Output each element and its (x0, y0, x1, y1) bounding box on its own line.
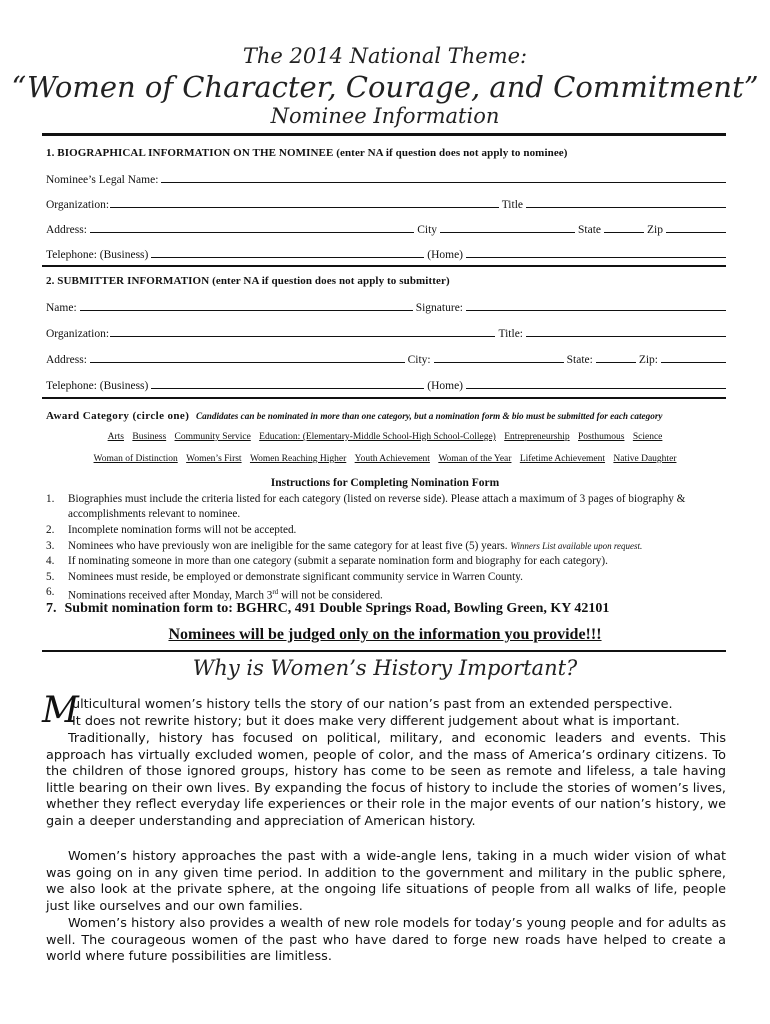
nominee-organization-label: Organization: (46, 199, 110, 211)
category-posthumous[interactable]: Posthumous (578, 432, 625, 442)
divider (42, 133, 726, 136)
essay-paragraph: Women’s history approaches the past with a wide-angle lens, taking in a much wider vision of what was going on in any given time period. In addition to the government and military in the public sphere, we also look at the private sphere, at the ongoing life situations of people from all walks of life, people just like ourselves and our own families. (46, 849, 726, 914)
nominee-zip-field[interactable] (666, 222, 726, 233)
submitter-organization-field[interactable] (110, 326, 495, 337)
nominee-organization-row (46, 197, 726, 211)
essay-line: It does not rewrite history; but it does make very different judgement about what is important. (72, 714, 680, 729)
essay-line: ulticultural women’s history tells the story of our nation’s past from an extended perspective. (72, 697, 673, 712)
section1-title: 1. BIOGRAPHICAL INFORMATION ON THE NOMINEE (enter NA if question does not apply to nominee) (46, 147, 568, 159)
submitter-organization-label: Organization: (46, 328, 110, 340)
category-business[interactable]: Business (132, 432, 167, 442)
nominee-zip-label: Zip (647, 224, 663, 236)
essay-paragraph: Traditionally, history has focused on political, military, and economic leaders and events. This approach has virtually excluded women, people of color, and the mass of America’s ordinary citizens. To the children of those ignored groups, history has come to be seen as remote and lifeless, a tale having little bearing on their own lives. By expanding the focus of history to include the stories of women’s lives, whether they reflect everyday life experiences or their role in the major events of our nation’s history, we gain a deeper understanding and appreciation of American history. (46, 731, 726, 829)
instruction-text: Nominees who have previously won are ineligible for the same category for at least five (5) years. (68, 540, 508, 552)
submitter-name-field[interactable] (80, 300, 413, 311)
divider (42, 265, 726, 267)
submitter-name-label: Name: (46, 302, 77, 314)
judged-notice: Nominees will be judged only on the information you provide!!! (168, 626, 602, 643)
section2-title: 2. SUBMITTER INFORMATION (enter NA if question does not apply to submitter) (46, 275, 450, 287)
category-native-daughter[interactable]: Native Daughter (613, 454, 677, 464)
submitter-address-field[interactable] (90, 352, 405, 363)
category-entrepreneurship[interactable]: Entrepreneurship (504, 432, 570, 442)
nominee-organization-field[interactable] (110, 197, 499, 208)
submitter-name-row (46, 300, 726, 314)
nominee-address-row (46, 222, 726, 236)
nominee-state-field[interactable] (604, 222, 644, 233)
instruction-text-end: will not be considered. (278, 589, 383, 602)
nominee-home-phone-field[interactable] (466, 247, 726, 258)
nominee-state-label: State (578, 224, 602, 236)
instruction-item (46, 492, 726, 522)
instruction-text: Nominees must reside, be employed or demonstrate significant community service in Warren County. (68, 571, 523, 583)
instruction-number: 3. (46, 540, 55, 552)
nominee-business-phone-label: Telephone: (Business) (46, 249, 149, 261)
submitter-title-field[interactable] (526, 326, 726, 337)
instruction-number: 2. (46, 524, 55, 536)
submitter-state-label: State: (566, 354, 593, 366)
essay-paragraph: Women’s history also provides a wealth of new role models for today’s young people and for adults as well. The courageous women of the past who have dared to forge new roads have helped to create a world where future possibilities are limitless. (46, 916, 726, 965)
category-arts[interactable]: Arts (107, 432, 124, 442)
date-ordinal: rd (272, 588, 279, 596)
nominee-city-label: City (417, 224, 438, 236)
instruction-text-wrap (68, 539, 728, 554)
nominee-telephone-row (46, 247, 726, 261)
nominee-home-phone-label: (Home) (427, 249, 463, 261)
submitter-city-field[interactable] (434, 352, 564, 363)
submitter-telephone-row (46, 378, 726, 392)
submitter-business-phone-field[interactable] (151, 378, 424, 389)
instruction-number: 4. (46, 555, 55, 567)
submitter-address-label: Address: (46, 354, 87, 366)
instruction-number: 5. (46, 571, 55, 583)
instruction-text: If nominating someone in more than one category (submit a separate nomination form and biography for each category). (68, 555, 608, 567)
category-womens-first[interactable]: Women’s First (186, 454, 242, 464)
award-categories-row-1 (0, 432, 770, 442)
submitter-organization-row (46, 326, 726, 340)
award-category-label: Award Category (circle one) (46, 410, 190, 422)
submitter-state-field[interactable] (596, 352, 636, 363)
submitter-signature-field[interactable] (466, 300, 726, 311)
category-women-reaching-higher[interactable]: Women Reaching Higher (249, 454, 347, 464)
award-category-row (46, 410, 736, 422)
category-woman-of-distinction[interactable]: Woman of Distinction (93, 454, 178, 464)
nominee-business-phone-field[interactable] (151, 247, 424, 258)
submitter-zip-field[interactable] (661, 352, 726, 363)
submitter-signature-label: Signature: (415, 302, 463, 314)
nominee-address-field[interactable] (90, 222, 414, 233)
nominee-name-row (46, 172, 726, 186)
submit-address-instruction (46, 601, 609, 617)
instruction-text: Biographies must include the criteria listed for each category (listed on reverse side). Please attach a maximum of 3 pages of biography & accomplishments relevant to nominee. (68, 493, 686, 520)
category-community-service[interactable]: Community Service (174, 432, 251, 442)
instruction-text: Nominations received after Monday, March 3 (68, 589, 273, 602)
category-lifetime-achievement[interactable]: Lifetime Achievement (519, 454, 606, 464)
drop-cap: M (42, 690, 79, 731)
category-woman-of-the-year[interactable]: Woman of the Year (438, 454, 512, 464)
submitter-home-phone-label: (Home) (427, 380, 463, 392)
award-category-note: Candidates can be nominated in more than one category, but a nomination form & bio must be submitted for each category (196, 411, 663, 421)
divider (42, 650, 726, 652)
submitter-title-label: Title: (498, 328, 523, 340)
instruction-number: 6. (46, 586, 55, 598)
nominee-information-heading: Nominee Information (270, 104, 500, 128)
nominee-address-label: Address: (46, 224, 87, 236)
category-youth-achievement[interactable]: Youth Achievement (354, 454, 430, 464)
nominee-title-label: Title (501, 199, 523, 211)
nominee-name-label: Nominee’s Legal Name: (46, 174, 159, 186)
theme-title: “Women of Character, Courage, and Commitment” (11, 70, 759, 104)
theme-year-heading: The 2014 National Theme: (242, 44, 528, 68)
submitter-city-label: City: (407, 354, 431, 366)
nominee-name-field[interactable] (161, 172, 726, 183)
nominee-title-field[interactable] (526, 197, 726, 208)
submit-address-text: Submit nomination form to: BGHRC, 491 Double Springs Road, Bowling Green, KY 42101 (64, 601, 610, 616)
instruction-text: Incomplete nomination forms will not be accepted. (68, 524, 297, 536)
submitter-home-phone-field[interactable] (466, 378, 726, 389)
category-science[interactable]: Science (632, 432, 663, 442)
award-categories-row-2 (0, 454, 770, 464)
divider (42, 397, 726, 399)
nominee-city-field[interactable] (440, 222, 575, 233)
instructions-title: Instructions for Completing Nomination Form (270, 477, 500, 489)
submitter-zip-label: Zip: (638, 354, 658, 366)
instruction-number: 1. (46, 493, 55, 505)
instruction-number: 7. (46, 601, 57, 616)
category-education[interactable]: Education: (Elementary-Middle School-High School-College) (259, 432, 496, 442)
submitter-business-phone-label: Telephone: (Business) (46, 380, 149, 392)
winners-list-note: Winners List available upon request. (510, 541, 643, 551)
submitter-address-row (46, 352, 726, 366)
why-heading: Why is Women’s History Important? (192, 656, 578, 680)
